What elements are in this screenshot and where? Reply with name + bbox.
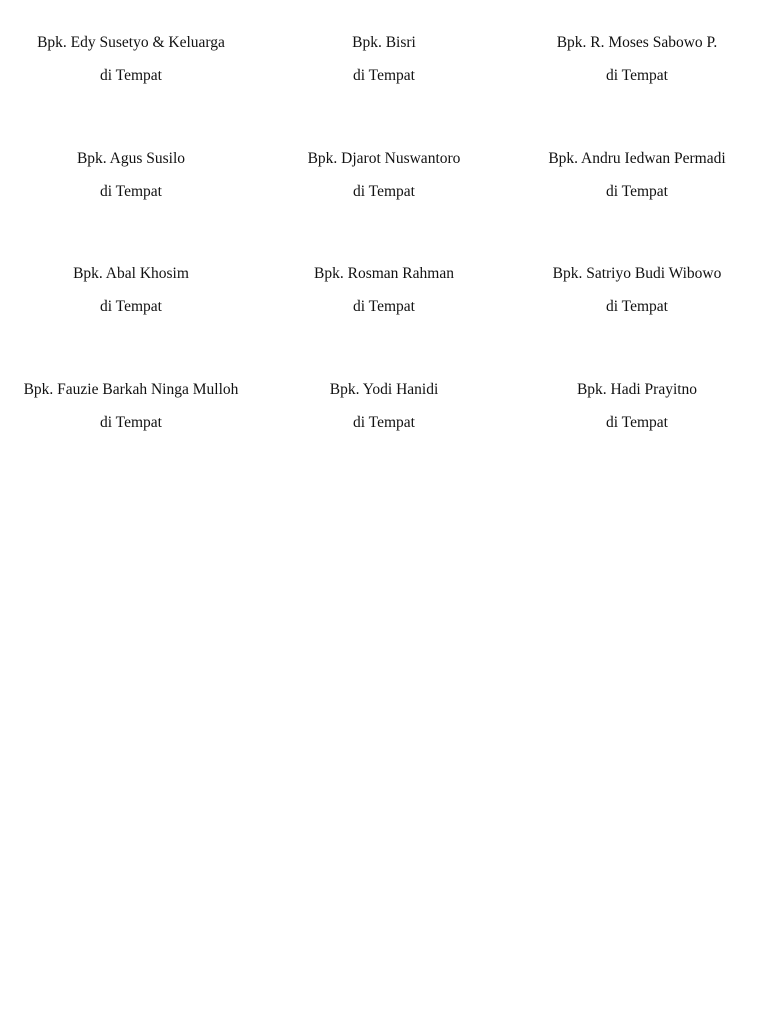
recipient-address: di Tempat <box>100 413 162 431</box>
recipient-name: Bpk. R. Moses Sabowo P. <box>556 34 718 51</box>
recipient-address: di Tempat <box>606 298 668 315</box>
recipient-address: di Tempat <box>606 413 668 431</box>
recipient-name: Bpk. Fauzie Barkah Ninga Mulloh <box>23 380 239 398</box>
recipient-address: di Tempat <box>353 182 415 200</box>
recipient-name: Bpk. Abal Khosim <box>73 265 189 282</box>
address-label <box>511 378 763 494</box>
address-label <box>5 31 257 147</box>
recipient-address: di Tempat <box>100 67 162 84</box>
recipient-name: Bpk. Andru Iedwan Permadi <box>548 149 726 167</box>
recipient-name: Bpk. Hadi Prayitno <box>576 380 698 398</box>
recipient-address: di Tempat <box>100 182 162 200</box>
recipient-name: Bpk. Djarot Nuswantoro <box>307 149 461 167</box>
recipient-name: Bpk. Bisri <box>352 34 416 51</box>
recipient-address: di Tempat <box>353 67 415 84</box>
address-label <box>5 262 257 378</box>
address-label <box>5 147 257 263</box>
address-label <box>257 262 511 378</box>
recipient-address: di Tempat <box>353 298 415 315</box>
address-label <box>511 147 763 263</box>
recipient-name: Bpk. Rosman Rahman <box>314 265 454 282</box>
recipient-name: Bpk. Satriyo Budi Wibowo <box>552 265 722 282</box>
recipient-name: Bpk. Edy Susetyo & Keluarga <box>37 34 225 51</box>
recipient-name: Bpk. Yodi Hanidi <box>329 380 439 398</box>
address-labels-sheet <box>5 31 763 493</box>
address-label <box>257 147 511 263</box>
recipient-address: di Tempat <box>606 67 668 84</box>
address-label <box>257 31 511 147</box>
recipient-name: Bpk. Agus Susilo <box>76 149 186 167</box>
address-label <box>257 378 511 494</box>
address-label <box>511 31 763 147</box>
recipient-address: di Tempat <box>606 182 668 200</box>
address-label <box>511 262 763 378</box>
recipient-address: di Tempat <box>100 298 162 315</box>
recipient-address: di Tempat <box>353 413 415 431</box>
address-label <box>5 378 257 494</box>
